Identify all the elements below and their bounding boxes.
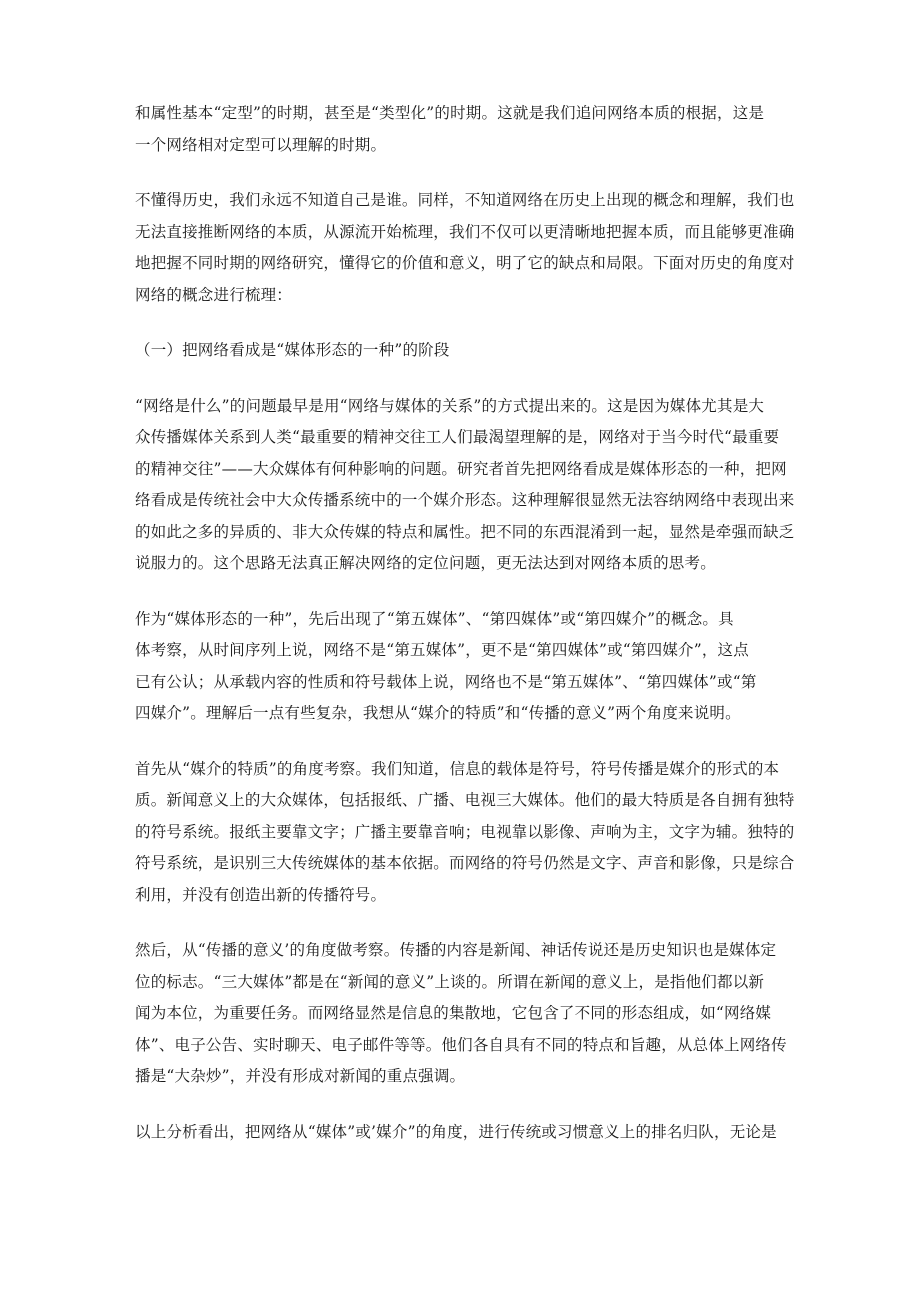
text-line: 众传播媒体关系到人类“最重要的精神交往工人们最渴望理解的是，网络对于当今时代“最重要 (135, 428, 780, 446)
paragraph-6 (135, 935, 795, 1093)
text-line: 说服力的。这个思路无法真正解决网络的定位问题，更无法达到对网络本质的思考。 (135, 554, 716, 572)
text-line: 已有公认；从承载内容的性质和符号载体上说，网络也不是“第五媒体”、“第四媒体”或“第 (135, 672, 757, 691)
text-line: 体考察，从时间序列上说，网络不是“第五媒体”，更不是“第四媒体”或“第四媒介”，这点 (135, 641, 749, 659)
text-line: 质。新闻意义上的大众媒体，包括报纸、广播、电视三大媒体。他们的最大特质是各自拥有独特 (135, 791, 795, 809)
text-line: 闻为本位，为重要任务。而网络显然是信息的集散地，它包含了不同的形态组成，如“网络媒 (135, 1004, 772, 1022)
text-line: 和属性基本“定型”的时期，甚至是“类型化”的时期。这就是我们追问网络本质的根据，这是 (135, 104, 765, 122)
heading-text: （一）把网络看成是“媒体形态的一种”的阶段 (135, 341, 450, 359)
text-line: “网络是什么”的问题最早是用“网络与媒体的关系”的方式提出来的。这是因为媒体尤其是大 (135, 396, 765, 415)
text-line: 不懂得历史，我们永远不知道自己是谁。同样，不知道网络在历史上出现的概念和理解，我们也 (135, 191, 795, 209)
paragraph-7 (135, 1117, 795, 1149)
text-line: 符号系统，是识别三大传统媒体的基本依据。而网络的符号仍然是文字、声音和影像，只是综合 (135, 854, 795, 872)
text-line: 地把握不同时期的网络研究，懂得它的价值和意义，明了它的缺点和局限。下面对历史的角度对 (135, 254, 795, 272)
paragraph-2 (135, 185, 795, 311)
paragraph-4 (135, 604, 795, 730)
text-line: 的如此之多的异质的、非大众传媒的特点和属性。把不同的东西混淆到一起，显然是牵强而缺乏 (135, 522, 795, 541)
text-line: 络看成是传统社会中大众传播系统中的一个媒介形态。这种理解很显然无法容纳网络中表现出来 (135, 491, 795, 509)
text-line: 的符号系统。报纸主要靠文字；广播主要靠音响；电视靠以影像、声响为主，文字为辅。独特的 (135, 822, 795, 841)
document-body (135, 98, 795, 1172)
text-line: 利用，并没有创造出新的传播符号。 (135, 885, 387, 904)
paragraph-1 (135, 98, 795, 161)
text-line: 的精神交往”——大众媒体有何种影响的问题。研究者首先把网络看成是媒体形态的一种，把网 (135, 459, 787, 478)
text-line: 四媒介”。理解后一点有些复杂，我想从“媒介的特质”和“传播的意义”两个角度来说明。 (135, 704, 741, 722)
text-line: 以上分析看出，把网络从“媒体”或’媒介”的角度，进行传统或习惯意义上的排名归队，无论是 (135, 1122, 777, 1141)
text-line: 无法直接推断网络的本质，从源流开始梳理，我们不仅可以更清晰地把握本质，而且能够更准确 (135, 222, 795, 241)
text-line: 网络的概念进行梳理： (135, 285, 293, 304)
section-heading (135, 335, 795, 367)
text-line: 然后，从“传播的意义’的角度做考察。传播的内容是新闻、神话传说还是历史知识也是媒体定 (135, 941, 777, 959)
text-line: 体”、电子公告、实时聊天、电子邮件等等。他们各自具有不同的特点和旨趣，从总体上网络传 (135, 1035, 787, 1054)
paragraph-3 (135, 391, 795, 580)
paragraph-5 (135, 754, 795, 912)
text-line: 位的标志。“三大媒体”都是在“新闻的意义”上谈的。所谓在新闻的意义上，是指他们都以新 (135, 972, 765, 991)
text-line: 一个网络相对定型可以理解的时期。 (135, 135, 387, 154)
text-line: 作为“媒体形态的一种”，先后出现了“第五媒体”、“第四媒体”或“第四媒介”的概念。具 (135, 609, 734, 628)
text-line: 首先从“媒介的特质”的角度考察。我们知道，信息的载体是符号，符号传播是媒介的形式的本 (135, 759, 780, 778)
text-line: 播是“大杂炒”，并没有形成对新闻的重点强调。 (135, 1067, 466, 1085)
